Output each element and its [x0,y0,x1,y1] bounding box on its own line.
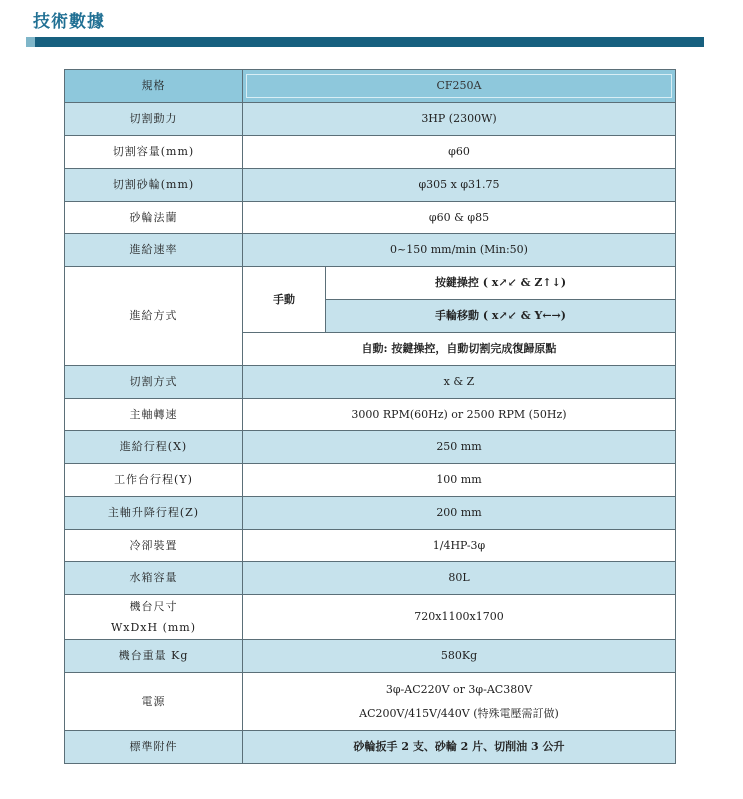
row-label: 電源 [65,673,243,731]
auto-option: 自動: 按鍵操控，自動切割完成復歸原點 [243,333,676,366]
row-value: 0~150 mm/min (Min:50) [243,234,676,267]
table-row [65,731,676,764]
row-value: φ60 & φ85 [243,202,676,234]
table-row [65,595,676,640]
table-row [65,399,676,431]
row-value: x & Z [243,366,676,399]
table-row [65,169,676,202]
row-label [65,595,243,640]
row-value: 1/4HP-3φ [243,530,676,562]
row-value: 200 mm [243,497,676,530]
title-bar-accent [26,37,35,47]
row-label: 切割容量(mm) [65,136,243,169]
row-label-line-2: WxDxH (mm) [110,621,197,634]
header-model [243,70,676,103]
row-label: 砂輪法蘭 [65,202,243,234]
row-value: 250 mm [243,431,676,464]
table-row [65,234,676,267]
table-row [65,640,676,673]
row-label-line-1: 機台尺寸 [129,600,178,613]
manual-option-1: 按鍵操控 ( x↗↙ & Z↑↓) [326,267,676,300]
row-label: 水箱容量 [65,562,243,595]
row-value: 100 mm [243,464,676,497]
row-label: 切割動力 [65,103,243,136]
row-label: 主軸升降行程(Z) [65,497,243,530]
title-underline-bar [26,37,704,47]
row-value: 3HP (2300W) [243,103,676,136]
row-label: 主軸轉速 [65,399,243,431]
row-label: 進給行程(X) [65,431,243,464]
row-value: φ60 [243,136,676,169]
table-row [65,136,676,169]
row-value: 3000 RPM(60Hz) or 2500 RPM (50Hz) [243,399,676,431]
table-row [65,103,676,136]
spec-table [64,69,676,764]
row-value: 砂輪扳手 2 支、砂輪 2 片、切削油 3 公升 [243,731,676,764]
row-label: 進給方式 [65,267,243,366]
row-value [243,673,676,731]
row-value-line-1: 3φ-AC220V or 3φ-AC380V [385,682,533,696]
table-row [65,202,676,234]
row-label: 工作台行程(Y) [65,464,243,497]
table-row [65,497,676,530]
table-row [65,673,676,731]
manual-label: 手動 [243,267,326,333]
row-label: 機台重量 Kg [65,640,243,673]
row-value: φ305 x φ31.75 [243,169,676,202]
page-title: 技術數據 [33,12,105,32]
row-label: 切割砂輪(mm) [65,169,243,202]
row-value: 720x1100x1700 [243,595,676,640]
table-row-feed-mode [65,267,676,300]
row-value: 80L [243,562,676,595]
table-row [65,464,676,497]
header-model-text: CF250A [246,74,672,98]
table-row [65,562,676,595]
row-label: 冷卻裝置 [65,530,243,562]
header-label: 規格 [65,70,243,103]
table-header-row [65,70,676,103]
row-label: 進給速率 [65,234,243,267]
table-row [65,366,676,399]
table-row [65,530,676,562]
manual-option-2: 手輪移動 ( x↗↙ & Y←→) [326,300,676,333]
row-label: 切割方式 [65,366,243,399]
row-label: 標準附件 [65,731,243,764]
table-row [65,431,676,464]
row-value: 580Kg [243,640,676,673]
row-value-line-2: AC200V/415V/440V (特殊電壓需訂做) [359,706,559,720]
